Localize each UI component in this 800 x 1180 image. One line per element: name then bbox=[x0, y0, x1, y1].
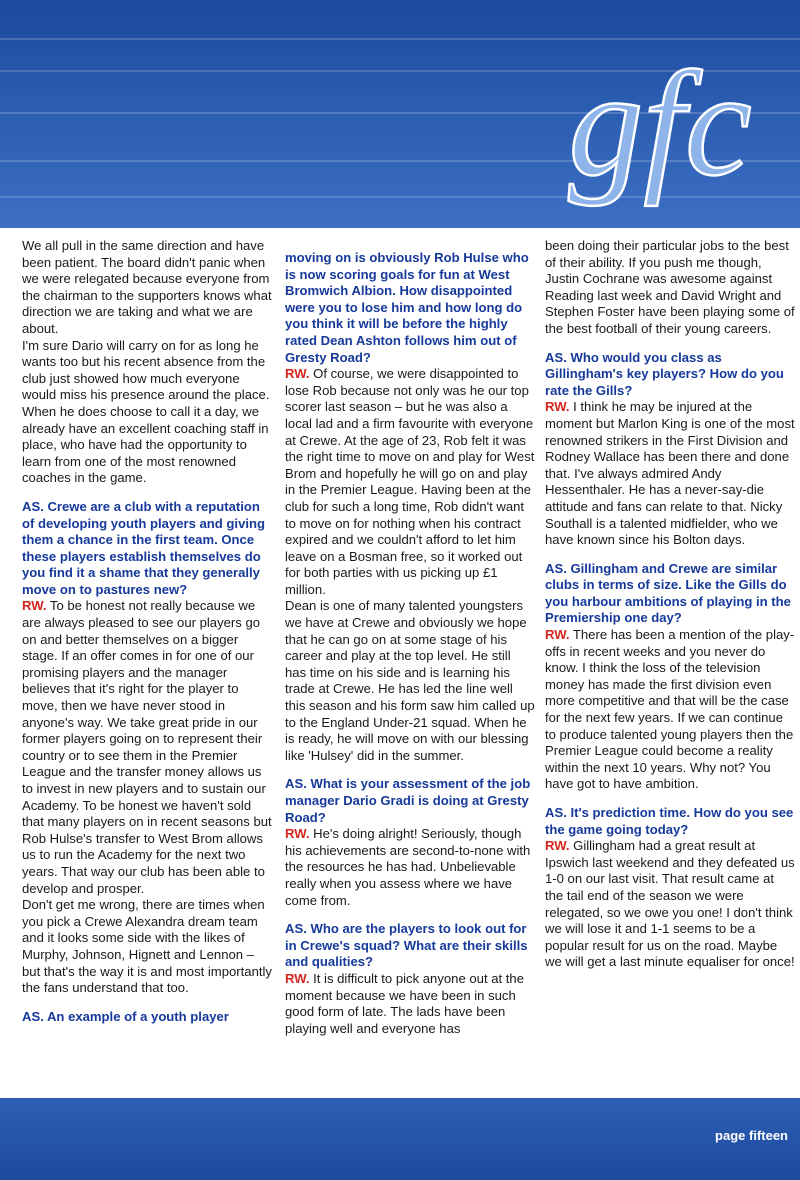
speaker-initials: RW. bbox=[285, 970, 310, 986]
interview-answer bbox=[285, 366, 535, 598]
answer-text: He's doing alright! Seriously, though his achievements are second-to-none with the resources he has had. Unbelievable really when you assess where we have come from. bbox=[285, 826, 531, 908]
page-number: page fifteen bbox=[715, 1128, 788, 1143]
interview-answer bbox=[285, 971, 535, 1037]
interview-question: moving on is obviously Rob Hulse who is now scoring goals for fun at West Bromwich Albion. How disappointed were you to lose him and how long do you think it will be before the highly rated Dean Ashton follows him out of Gresty Road? bbox=[285, 250, 529, 365]
answer-text: To be honest not really because we are always pleased to see our players go on and better themselves on a bigger stage. If an offer comes in for one of our promising players and the manager believes that it's right for the player to move, then we have never stood in anyone's way. We take great pride in our former players going on to represent their country or to see them in the Premier League and the transfer money allows us to invest in new players and to sustain our Academy. To be honest we haven't sold that many players on in recent seasons but Rob Hulse's transfer to West Brom allows us to run the Academy for the next two years. That way our club has been able to develop and prosper. bbox=[22, 598, 272, 896]
interview-answer bbox=[545, 399, 795, 548]
svg-text:gfc: gfc bbox=[568, 41, 752, 207]
body-paragraph: I'm sure Dario will carry on for as long he wants too but his recent absence from the club just showed how much everyone would miss his presence around the place. When he does choose to call it a day, we already have an excellent coaching staff in place, who have had the opportunity to learn from one of the most renowned coaches in the game. bbox=[22, 337, 270, 486]
interview-answer bbox=[285, 826, 535, 909]
interview-answer bbox=[545, 838, 795, 971]
article-column-1 bbox=[22, 238, 272, 1025]
answer-text: There has been a mention of the play-offs in recent weeks and you never do know. I think the loss of the television money has made the first division even more competitive and that will be the case for the next few years. If we can continue to produce talented young players then the Premier League could become a reality within the next 10 years. Why not? You have got to have ambition. bbox=[545, 627, 795, 792]
interview-question: AS. Who are the players to look out for in Crewe's squad? What are their skills and qualities? bbox=[285, 921, 528, 970]
speaker-initials: RW. bbox=[545, 838, 570, 854]
body-paragraph: We all pull in the same direction and have been patient. The board didn't panic when we were relegated because everyone from the chairman to the supporters knows what direction we are taking and what we are about. bbox=[22, 238, 272, 336]
interview-question: AS. An example of a youth player bbox=[22, 1008, 229, 1024]
article-column-2 bbox=[285, 238, 535, 1037]
body-paragraph: Don't get me wrong, there are times when you pick a Crewe Alexandra dream team and it looks some side with the likes of Murphy, Johnson, Hignett and Lennon – but that's the way it is and most importantly the fans understand that too. bbox=[22, 897, 272, 996]
interview-question: AS. Who would you class as Gillingham's key players? How do you rate the Gills? bbox=[545, 349, 784, 398]
interview-question: AS. Gillingham and Crewe are similar clubs in terms of size. Like the Gills do you harbour ambitions of playing in the Premiership one day? bbox=[545, 560, 791, 626]
interview-question: AS. What is your assessment of the job manager Dario Gradi is doing at Gresty Road? bbox=[285, 776, 531, 825]
interview-answer bbox=[545, 627, 795, 793]
header-banner bbox=[0, 0, 800, 228]
answer-text: Gillingham had a great result at Ipswich last weekend and they defeated us 1-0 on our last visit. That result came at the tail end of the season we were relegated, so we owe you one! I don't think we will lose it and 1-1 seems to be a popular result for us on the road. Maybe we will get a last minute equaliser for once! bbox=[545, 838, 795, 970]
speaker-initials: RW. bbox=[285, 826, 310, 842]
interview-answer bbox=[22, 598, 272, 897]
speaker-initials: RW. bbox=[22, 598, 47, 614]
answer-text: It is difficult to pick anyone out at the moment because we have been in such good form of late. The lads have been playing well and everyone has bbox=[285, 970, 524, 1036]
answer-text: Of course, we were disappointed to lose Rob because not only was he our top scorer last season – but he was also a local lad and a firm favourite with everyone at Crewe. At the age of 23, Rob felt it was the right time to move on and play for West Brom and hopefully he will go on and play in the Premier League. Having been at the club for such a long time, Rob didn't want to move on for nothing when his contract expired and we couldn't afford to let him leave on a Bosman free, so it worked out for both parties with us picking up £1 million. bbox=[285, 366, 535, 597]
body-paragraph: been doing their particular jobs to the best of their ability. If you push me though, Justin Cochrane was awesome against Reading last week and David Wright and Stephen Foster have been playing some of the best football of their young careers. bbox=[545, 238, 795, 336]
body-paragraph: Dean is one of many talented youngsters we have at Crewe and obviously we hope that he can go on at some stage of his career and play at the top level. He still has time on his side and is learning his trade at Crewe. He has led the line well this season and his form saw him called up to the England Under-21 squad. When he is ready, he will move on with our blessing like 'Hulsey' did in the summer. bbox=[285, 598, 535, 763]
speaker-initials: RW. bbox=[545, 627, 570, 643]
speaker-initials: RW. bbox=[285, 366, 310, 382]
answer-text: I think he may be injured at the moment but Marlon King is one of the most renowned strikers in the First Division and Rodney Wallace has been there and done that. I've always admired Andy Hessenthaler. He has a never-say-die attitude and fans can relate to that. Nicky Southall is a talented midfielder, who we have known since his Bolton days. bbox=[545, 399, 795, 548]
article-column-3 bbox=[545, 238, 795, 971]
interview-question: AS. Crewe are a club with a reputation of developing youth players and giving them a chance in the first team. Once these players establish themselves do you find it a shame that they generally move on to pastures new? bbox=[22, 498, 265, 597]
speaker-initials: RW. bbox=[545, 399, 570, 415]
interview-question: AS. It's prediction time. How do you see the game going today? bbox=[545, 805, 794, 837]
footer-band bbox=[0, 1098, 800, 1180]
gfc-logo bbox=[540, 24, 780, 214]
